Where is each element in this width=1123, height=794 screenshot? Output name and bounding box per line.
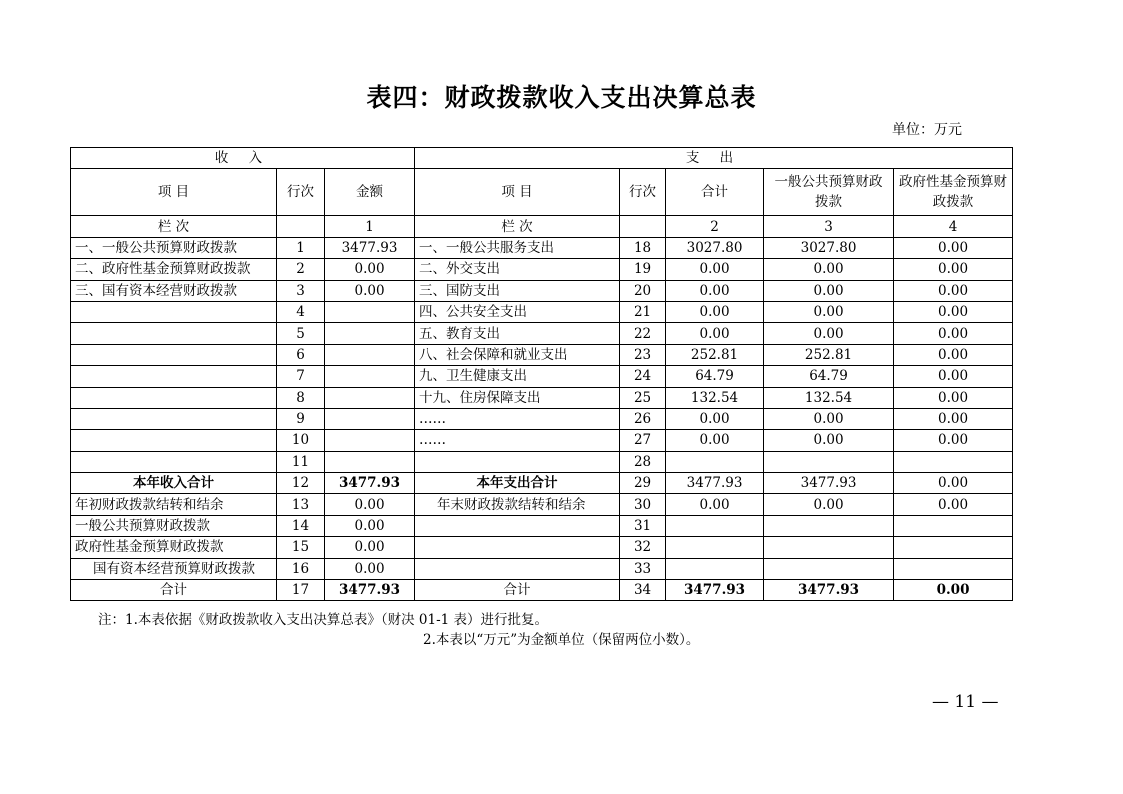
income-item-cell: 合计 <box>71 580 277 601</box>
income-row-no-cell: 1 <box>277 237 325 258</box>
income-amount-cell <box>325 301 415 322</box>
col-header-total: 合计 <box>666 169 764 216</box>
expense-general-cell: 0.00 <box>764 323 894 344</box>
expense-general-cell: 132.54 <box>764 387 894 408</box>
expense-general-cell: 3027.80 <box>764 237 894 258</box>
expense-item-cell: 年末财政拨款结转和结余 <box>415 494 620 515</box>
income-row-no-cell: 12 <box>277 473 325 494</box>
note-1: 注：1.本表依据《财政拨款收入支出决算总表》（财决 01-1 表）进行批复。 <box>98 612 549 628</box>
expense-item-cell <box>415 515 620 536</box>
expense-item-cell: 本年支出合计 <box>415 473 620 494</box>
header-row-group <box>71 148 1013 169</box>
table-row <box>71 237 1013 258</box>
expense-total-cell: 64.79 <box>666 366 764 387</box>
income-row-no-cell: 8 <box>277 387 325 408</box>
expense-fund-cell <box>894 451 1013 472</box>
income-row-no-cell: 9 <box>277 408 325 429</box>
expense-fund-cell: 0.00 <box>894 494 1013 515</box>
expense-header: 支 出 <box>415 148 1013 169</box>
expense-general-cell <box>764 451 894 472</box>
table-row <box>71 301 1013 322</box>
expense-item-cell: 十九、住房保障支出 <box>415 387 620 408</box>
data-rows <box>71 237 1013 601</box>
expense-total-cell <box>666 558 764 579</box>
expense-row-no-cell: 30 <box>620 494 666 515</box>
expense-general-cell: 0.00 <box>764 301 894 322</box>
expense-row-no-cell: 31 <box>620 515 666 536</box>
income-amount-cell <box>325 408 415 429</box>
expense-fund-cell: 0.00 <box>894 344 1013 365</box>
expense-total-cell <box>666 451 764 472</box>
table-row <box>71 558 1013 579</box>
expense-total-cell: 0.00 <box>666 408 764 429</box>
table-row <box>71 537 1013 558</box>
income-item-cell: 国有资本经营预算财政拨款 <box>71 558 277 579</box>
table-row <box>71 387 1013 408</box>
expense-row-no-cell: 29 <box>620 473 666 494</box>
col-header-fund: 政府性基金预算财政拨款 <box>894 169 1013 216</box>
expense-item-cell: 八、社会保障和就业支出 <box>415 344 620 365</box>
income-row-no-cell: 2 <box>277 259 325 280</box>
col-header-item2: 项 目 <box>415 169 620 216</box>
expense-fund-cell: 0.00 <box>894 237 1013 258</box>
expense-item-cell: 五、教育支出 <box>415 323 620 344</box>
expense-general-cell: 0.00 <box>764 430 894 451</box>
expense-general-cell: 0.00 <box>764 259 894 280</box>
income-row-no-cell: 15 <box>277 537 325 558</box>
lanci-2: 2 <box>666 216 764 237</box>
table-row <box>71 451 1013 472</box>
table-row <box>71 280 1013 301</box>
expense-total-cell: 0.00 <box>666 494 764 515</box>
expense-total-cell: 0.00 <box>666 280 764 301</box>
income-item-cell: 二、政府性基金预算财政拨款 <box>71 259 277 280</box>
income-item-cell <box>71 387 277 408</box>
expense-item-cell: …… <box>415 430 620 451</box>
expense-fund-cell <box>894 515 1013 536</box>
header-row-lanci <box>71 216 1013 237</box>
expense-fund-cell: 0.00 <box>894 387 1013 408</box>
expense-fund-cell: 0.00 <box>894 280 1013 301</box>
income-item-cell <box>71 366 277 387</box>
expense-fund-cell: 0.00 <box>894 473 1013 494</box>
table-row <box>71 344 1013 365</box>
income-row-no-cell: 11 <box>277 451 325 472</box>
income-amount-cell: 3477.93 <box>325 473 415 494</box>
expense-row-no-cell: 33 <box>620 558 666 579</box>
col-header-row-no2: 行次 <box>620 169 666 216</box>
expense-row-no-cell: 32 <box>620 537 666 558</box>
income-row-no-cell: 6 <box>277 344 325 365</box>
income-amount-cell <box>325 366 415 387</box>
income-row-no-cell: 10 <box>277 430 325 451</box>
income-amount-cell: 3477.93 <box>325 580 415 601</box>
lanci-4: 4 <box>894 216 1013 237</box>
table-row <box>71 366 1013 387</box>
lanci-empty-2 <box>620 216 666 237</box>
income-amount-cell: 0.00 <box>325 259 415 280</box>
expense-total-cell <box>666 515 764 536</box>
lanci-empty <box>277 216 325 237</box>
expense-row-no-cell: 19 <box>620 259 666 280</box>
expense-fund-cell: 0.00 <box>894 408 1013 429</box>
expense-row-no-cell: 34 <box>620 580 666 601</box>
expense-total-cell: 3027.80 <box>666 237 764 258</box>
expense-row-no-cell: 20 <box>620 280 666 301</box>
expense-row-no-cell: 18 <box>620 237 666 258</box>
unit-label: 单位：万元 <box>892 122 962 138</box>
expense-fund-cell: 0.00 <box>894 580 1013 601</box>
income-amount-cell: 0.00 <box>325 537 415 558</box>
expense-row-no-cell: 23 <box>620 344 666 365</box>
expense-row-no-cell: 28 <box>620 451 666 472</box>
income-item-cell <box>71 323 277 344</box>
income-item-cell <box>71 408 277 429</box>
lanci-label: 栏 次 <box>71 216 277 237</box>
income-amount-cell <box>325 451 415 472</box>
expense-item-cell: 合计 <box>415 580 620 601</box>
expense-row-no-cell: 21 <box>620 301 666 322</box>
page-number: — 11 — <box>932 692 999 712</box>
expense-total-cell <box>666 537 764 558</box>
lanci-3: 3 <box>764 216 894 237</box>
expense-general-cell <box>764 537 894 558</box>
expense-total-cell: 0.00 <box>666 430 764 451</box>
expense-total-cell: 252.81 <box>666 344 764 365</box>
table-row <box>71 430 1013 451</box>
income-amount-cell: 3477.93 <box>325 237 415 258</box>
expense-fund-cell: 0.00 <box>894 323 1013 344</box>
income-amount-cell <box>325 344 415 365</box>
expense-item-cell: 二、外交支出 <box>415 259 620 280</box>
table-row <box>71 515 1013 536</box>
expense-total-cell: 3477.93 <box>666 473 764 494</box>
expense-fund-cell <box>894 537 1013 558</box>
budget-table <box>70 147 1013 601</box>
income-item-cell: 一般公共预算财政拨款 <box>71 515 277 536</box>
income-row-no-cell: 17 <box>277 580 325 601</box>
income-header: 收 入 <box>71 148 415 169</box>
income-amount-cell <box>325 430 415 451</box>
expense-row-no-cell: 25 <box>620 387 666 408</box>
income-row-no-cell: 3 <box>277 280 325 301</box>
expense-total-cell: 132.54 <box>666 387 764 408</box>
income-item-cell: 年初财政拨款结转和结余 <box>71 494 277 515</box>
expense-general-cell: 64.79 <box>764 366 894 387</box>
expense-general-cell: 3477.93 <box>764 473 894 494</box>
expense-item-cell: …… <box>415 408 620 429</box>
expense-general-cell: 0.00 <box>764 280 894 301</box>
income-item-cell: 一、一般公共预算财政拨款 <box>71 237 277 258</box>
col-header-amount: 金额 <box>325 169 415 216</box>
expense-general-cell: 0.00 <box>764 494 894 515</box>
table-row <box>71 494 1013 515</box>
expense-general-cell: 252.81 <box>764 344 894 365</box>
income-row-no-cell: 16 <box>277 558 325 579</box>
income-item-cell: 三、国有资本经营财政拨款 <box>71 280 277 301</box>
income-item-cell: 本年收入合计 <box>71 473 277 494</box>
income-amount-cell <box>325 323 415 344</box>
header-row-columns <box>71 169 1013 216</box>
expense-total-cell: 3477.93 <box>666 580 764 601</box>
page-title: 表四：财政拨款收入支出决算总表 <box>366 83 757 112</box>
income-amount-cell: 0.00 <box>325 280 415 301</box>
expense-fund-cell: 0.00 <box>894 430 1013 451</box>
expense-item-cell <box>415 558 620 579</box>
income-row-no-cell: 14 <box>277 515 325 536</box>
expense-total-cell: 0.00 <box>666 323 764 344</box>
income-amount-cell: 0.00 <box>325 494 415 515</box>
income-item-cell: 政府性基金预算财政拨款 <box>71 537 277 558</box>
table-row <box>71 259 1013 280</box>
expense-item-cell: 四、公共安全支出 <box>415 301 620 322</box>
expense-general-cell: 3477.93 <box>764 580 894 601</box>
income-row-no-cell: 13 <box>277 494 325 515</box>
expense-row-no-cell: 26 <box>620 408 666 429</box>
income-amount-cell: 0.00 <box>325 558 415 579</box>
expense-item-cell: 三、国防支出 <box>415 280 620 301</box>
expense-general-cell <box>764 515 894 536</box>
expense-fund-cell: 0.00 <box>894 301 1013 322</box>
col-header-item: 项 目 <box>71 169 277 216</box>
expense-general-cell: 0.00 <box>764 408 894 429</box>
expense-item-cell: 九、卫生健康支出 <box>415 366 620 387</box>
expense-row-no-cell: 22 <box>620 323 666 344</box>
note-2: 2.本表以“万元”为金额单位（保留两位小数）。 <box>423 632 700 648</box>
expense-general-cell <box>764 558 894 579</box>
expense-item-cell <box>415 451 620 472</box>
table-row <box>71 323 1013 344</box>
expense-row-no-cell: 27 <box>620 430 666 451</box>
income-row-no-cell: 5 <box>277 323 325 344</box>
expense-fund-cell: 0.00 <box>894 366 1013 387</box>
expense-total-cell: 0.00 <box>666 259 764 280</box>
table-row <box>71 473 1013 494</box>
income-amount-cell: 0.00 <box>325 515 415 536</box>
expense-total-cell: 0.00 <box>666 301 764 322</box>
table-row <box>71 580 1013 601</box>
income-row-no-cell: 4 <box>277 301 325 322</box>
expense-fund-cell <box>894 558 1013 579</box>
income-item-cell <box>71 301 277 322</box>
income-amount-cell <box>325 387 415 408</box>
expense-row-no-cell: 24 <box>620 366 666 387</box>
table-row <box>71 408 1013 429</box>
expense-fund-cell: 0.00 <box>894 259 1013 280</box>
expense-item-cell <box>415 537 620 558</box>
lanci-1: 1 <box>325 216 415 237</box>
lanci-label-2: 栏 次 <box>415 216 620 237</box>
income-item-cell <box>71 344 277 365</box>
income-row-no-cell: 7 <box>277 366 325 387</box>
col-header-row-no: 行次 <box>277 169 325 216</box>
expense-item-cell: 一、一般公共服务支出 <box>415 237 620 258</box>
col-header-general: 一般公共预算财政拨款 <box>764 169 894 216</box>
income-item-cell <box>71 451 277 472</box>
income-item-cell <box>71 430 277 451</box>
